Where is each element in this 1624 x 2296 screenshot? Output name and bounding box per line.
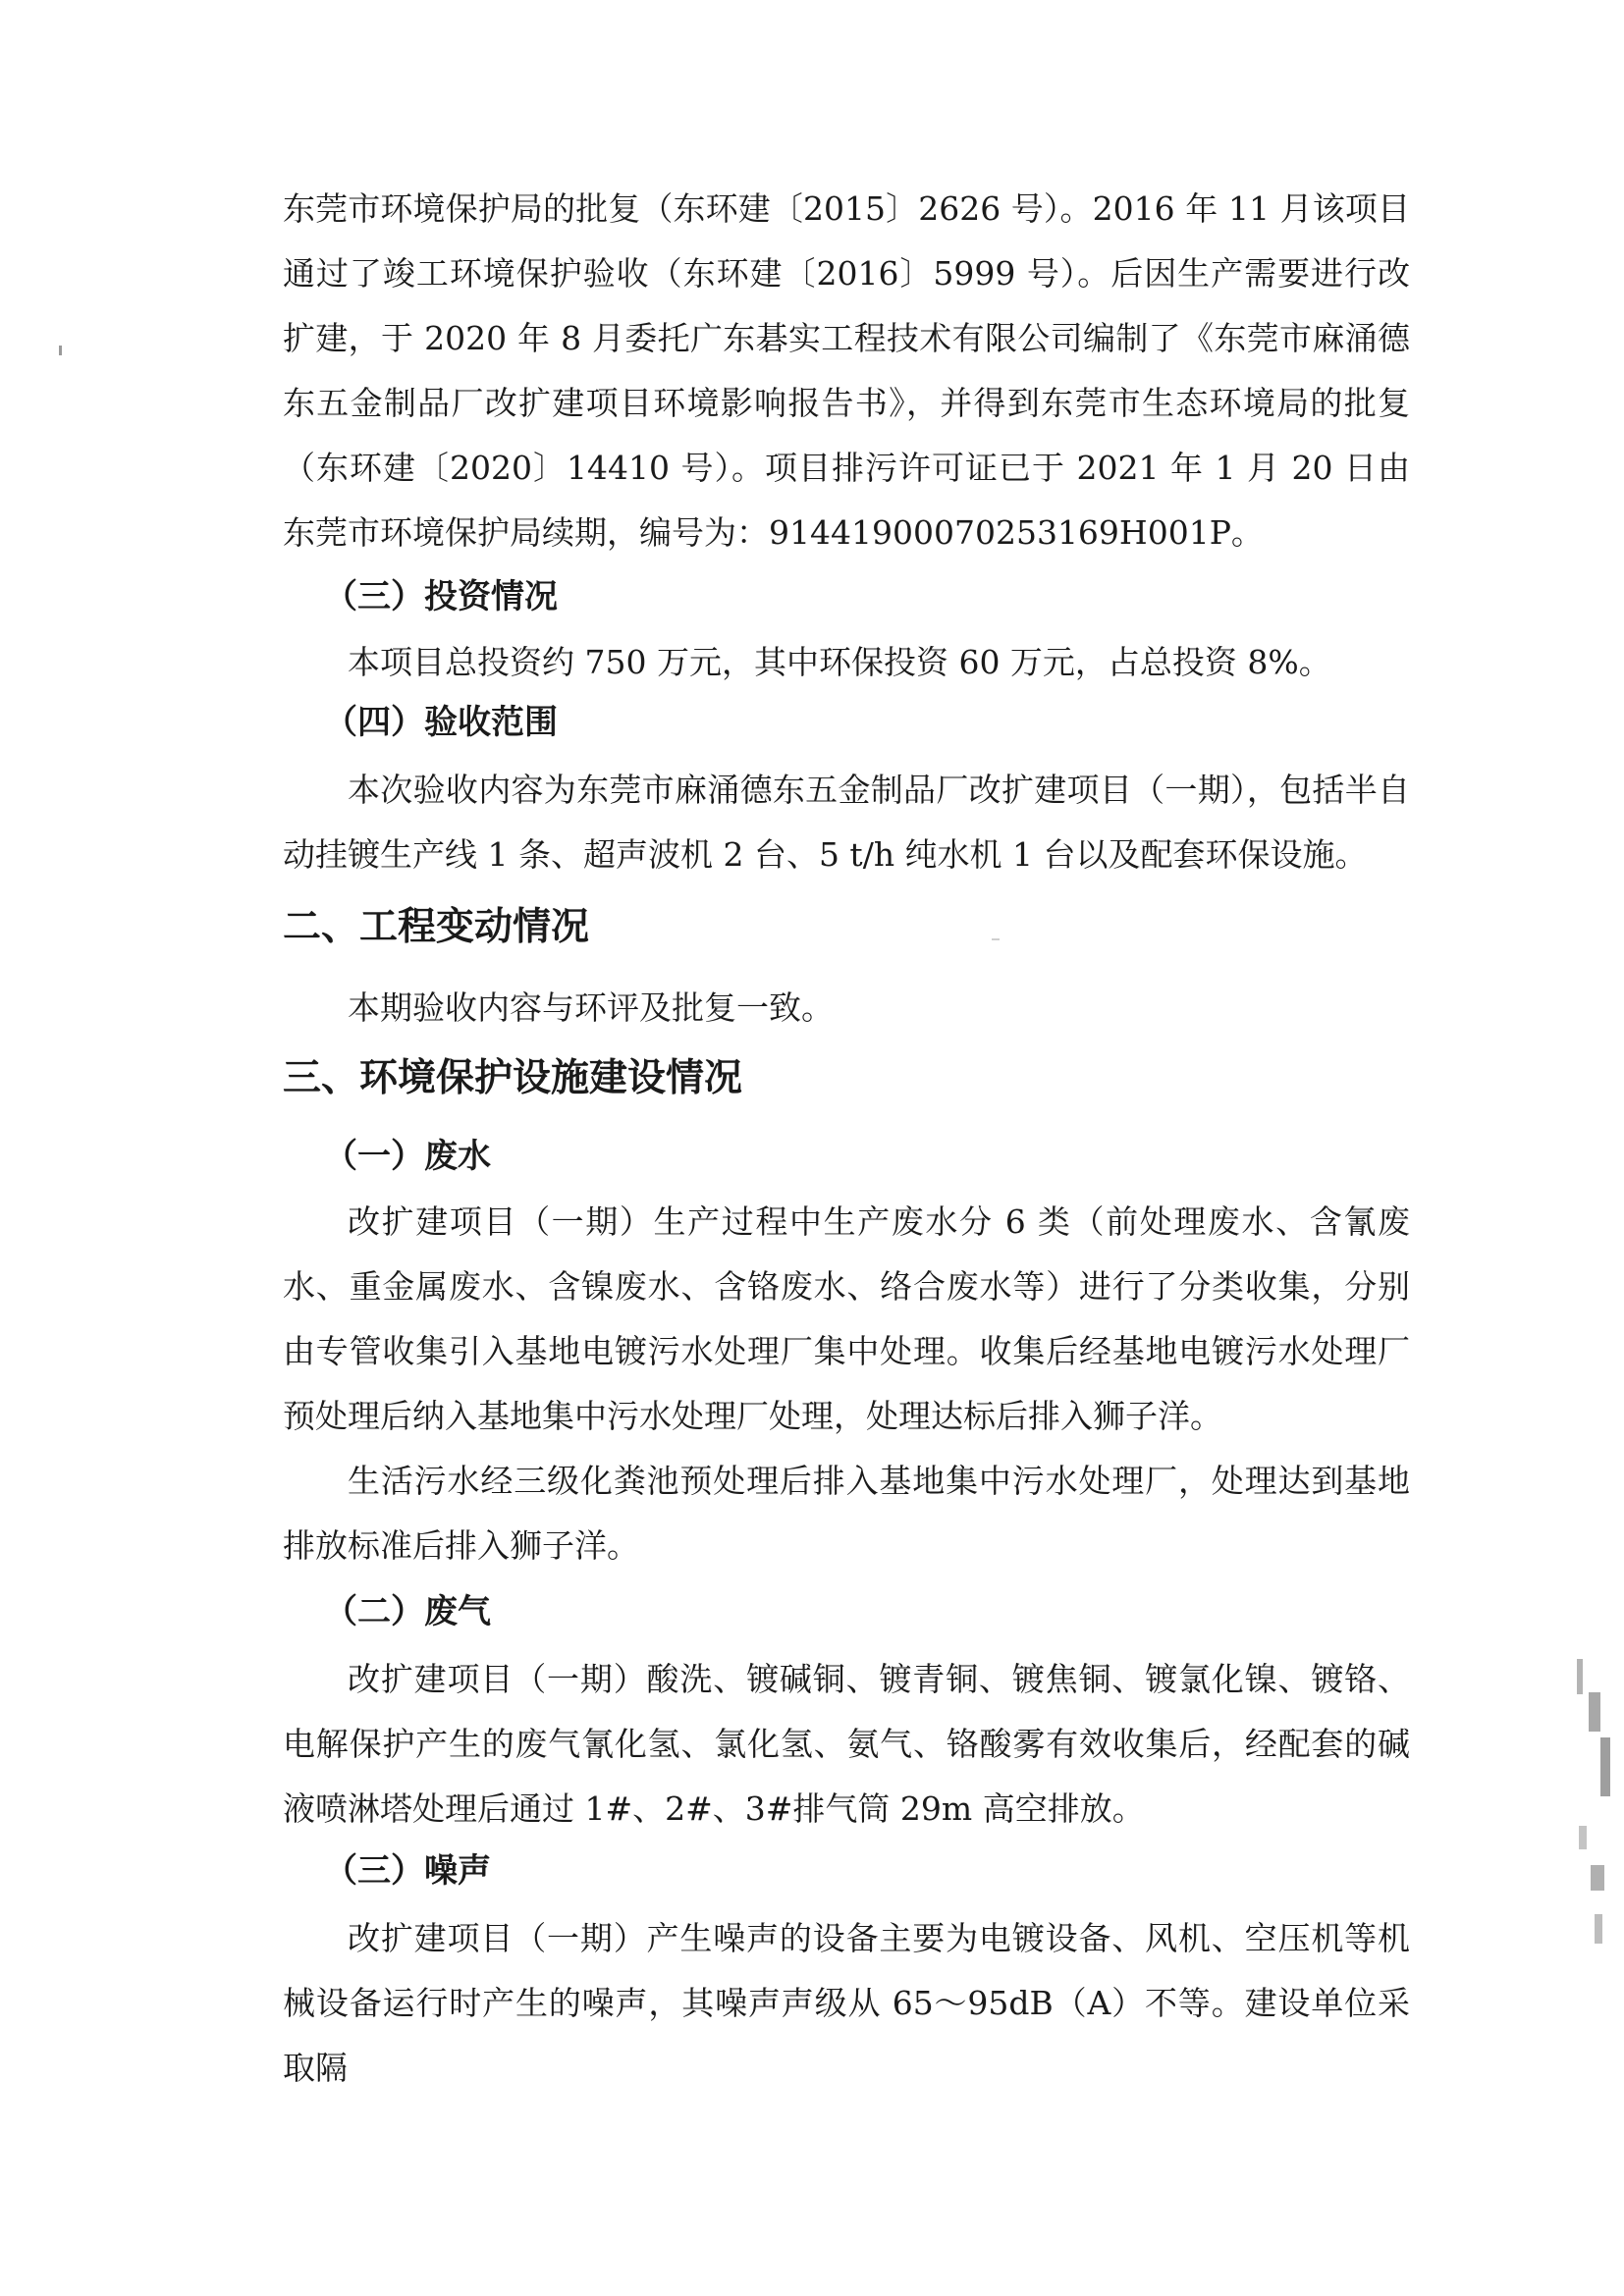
section3-heading: 三、环境保护设施建设情况 bbox=[283, 1056, 743, 1100]
investment-text: 本项目总投资约 750 万元，其中环保投资 60 万元，占总投资 8%。 bbox=[348, 643, 1331, 681]
wastewater-text-1: 改扩建项目（一期）生产过程中生产废水分 6 类（前处理废水、含氰废水、重金属废水、含镍废水、含铬废水、络合废水等）进行了分类收集，分别由专管收集引入基地电镀污水处理厂集中处理。收集后经基地电镀污水处理厂预处理后纳入基地集中污水处理厂处理，处理达标后排入狮子洋。 bbox=[283, 1202, 1410, 1435]
scan-edge-mark bbox=[1589, 1692, 1600, 1732]
section2-text: 本期验收内容与环评及批复一致。 bbox=[348, 988, 834, 1027]
continued-paragraph: 东莞市环境保护局的批复（东环建〔2015〕2626 号）。2016 年 11 月该项目通过了竣工环境保护验收（东环建〔2016〕5999 号）。后因生产需要进行改扩建，于 2020 年 8 月委托广东碁实工程技术有限公司编制了《东莞市麻涌德东五金制品厂改扩建项目环境影响报告书》，并得到东莞市生态环境局的批复（东环建〔2020〕14410 号）。项目排污许可证已于 2021 年 1 月 20 日由东莞市环境保护局续期，编号为：91441900070253169H001P。 bbox=[283, 189, 1410, 552]
noise-text: 改扩建项目（一期）产生噪声的设备主要为电镀设备、风机、空压机等机械设备运行时产生的噪声，其噪声声级从 65～95dB（A）不等。建设单位采取隔 bbox=[283, 1919, 1410, 2087]
scan-edge-mark bbox=[1577, 1659, 1583, 1694]
scope-heading: （四）验收范围 bbox=[324, 703, 558, 742]
scan-edge-mark bbox=[1595, 1914, 1602, 1944]
scan-edge-mark bbox=[1591, 1865, 1604, 1891]
wastewater-heading: （一）废水 bbox=[324, 1137, 491, 1176]
scan-edge-mark bbox=[1579, 1826, 1587, 1849]
noise-heading: （三）噪声 bbox=[324, 1851, 491, 1891]
scan-edge-mark bbox=[1600, 1737, 1610, 1796]
wastewater-text-2: 生活污水经三级化粪池预处理后排入基地集中污水处理厂，处理达到基地排放标准后排入狮子洋。 bbox=[283, 1462, 1410, 1565]
exhaust-text: 改扩建项目（一期）酸洗、镀碱铜、镀青铜、镀焦铜、镀氯化镍、镀铬、电解保护产生的废气氰化氢、氯化氢、氨气、铬酸雾有效收集后，经配套的碱液喷淋塔处理后通过 1#、2#、3#排气筒 29m 高空排放。 bbox=[283, 1660, 1410, 1828]
exhaust-heading: （二）废气 bbox=[324, 1592, 491, 1631]
scan-speck bbox=[992, 938, 1000, 940]
investment-heading: （三）投资情况 bbox=[324, 577, 558, 616]
scope-text: 本次验收内容为东莞市麻涌德东五金制品厂改扩建项目（一期），包括半自动挂镀生产线 1 条、超声波机 2 台、5 t/h 纯水机 1 台以及配套环保设施。 bbox=[283, 771, 1410, 874]
scan-speck bbox=[59, 346, 62, 355]
section2-heading: 二、工程变动情况 bbox=[283, 905, 590, 949]
